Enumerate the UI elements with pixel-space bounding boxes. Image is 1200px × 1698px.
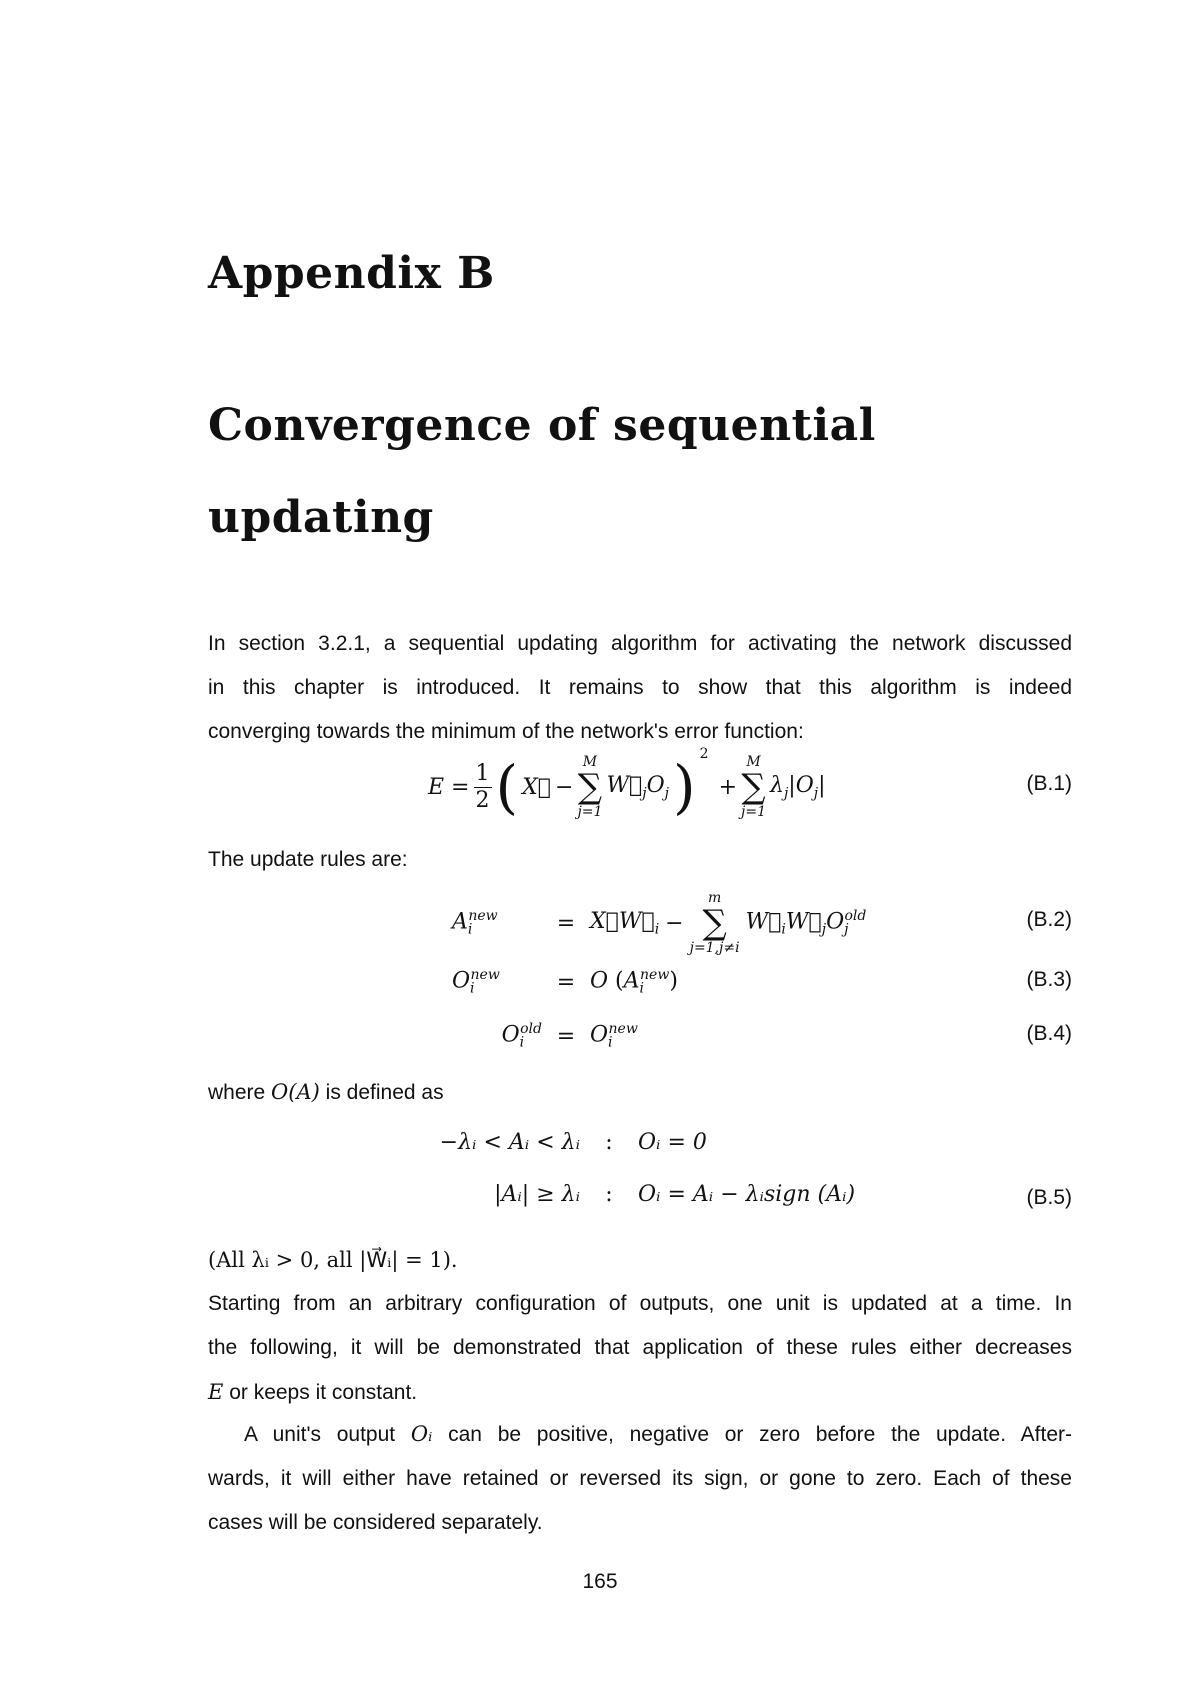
b2-term [746, 908, 867, 938]
b2-a: A [452, 909, 468, 935]
case1-colon: : [605, 1130, 613, 1155]
b1-sum-upper: M [582, 754, 598, 770]
b3-o-sup: new [470, 967, 500, 984]
b1-o-sub: j [664, 785, 669, 802]
equation-b1 [428, 742, 826, 832]
b1-sum2 [741, 754, 766, 820]
b4-o-sup: old [520, 1021, 542, 1038]
b4-o-r-sup: new [608, 1021, 638, 1038]
chapter-title [208, 380, 1108, 564]
chapter-title-line2: updating [208, 492, 434, 543]
appendix-label: Appendix B [208, 248, 495, 299]
b3-o-fn: O [590, 968, 609, 994]
equation-number-b1: (B.1) [1026, 772, 1072, 795]
b1-fraction [474, 761, 492, 814]
b1-left-paren: ( [495, 753, 519, 821]
where-text [208, 1070, 1072, 1115]
b4-o-r: O [590, 1022, 609, 1048]
b4-o-sub: i [519, 1034, 525, 1051]
intro-line: in this chapter is introduced. It remains to show that this algorithm is indeed [208, 676, 1072, 699]
b2-o-sup: old [844, 908, 867, 925]
b1-frac-den: 2 [475, 787, 490, 813]
b2-rhs-a [590, 909, 659, 937]
b3-rhs [590, 967, 678, 997]
b4-rhs [590, 1021, 638, 1051]
b1-abs-o: |O [788, 772, 814, 798]
b1-o: O [646, 772, 665, 798]
b2-a-sup: new [468, 908, 498, 925]
para2-line3-rest: or keeps it constant. [229, 1381, 418, 1404]
b1-minus: − [555, 774, 574, 800]
para2-line: Starting from an arbitrary configuration of outputs, one unit is updated at a time. In [208, 1292, 1072, 1315]
intro-line: In section 3.2.1, a sequential updating algorithm for activating the network discussed [208, 632, 1072, 655]
all-note-text: (All λᵢ > 0, all |W⃗ᵢ| = 1). [208, 1248, 458, 1272]
para2-line [208, 1370, 1072, 1415]
all-note [208, 1238, 1072, 1283]
b1-lambda-term [770, 773, 826, 801]
para3-line: wards, it will either have retained or reversed its sign, or gone to zero. Each of these [208, 1467, 1072, 1490]
b4-lhs [452, 1021, 542, 1051]
b3-open-paren: ( [615, 968, 624, 994]
sum-symbol: ∑ [702, 903, 727, 943]
para3-line: cases will be considered separately. [208, 1511, 543, 1534]
equation-b4 [452, 1016, 638, 1056]
b3-a-sup: new [640, 967, 670, 984]
b1-sum2-lower: j=1 [741, 804, 766, 820]
b1-w: W⃗ [606, 772, 643, 798]
b2-lhs [452, 908, 542, 938]
b1-right-paren: ) [673, 753, 696, 821]
b3-lhs [452, 967, 542, 997]
equation-number-b3: (B.3) [1026, 968, 1072, 991]
paragraph-3 [208, 1412, 1072, 1545]
b2-eq: = [556, 910, 576, 936]
b1-term [606, 773, 669, 801]
b4-eq: = [556, 1023, 576, 1049]
b3-o-sub: i [470, 980, 475, 997]
where-pre: where [208, 1081, 266, 1104]
b1-lambda: λ [769, 772, 784, 798]
b4-o: O [501, 1022, 520, 1048]
b1-w-sub: j [642, 785, 647, 802]
case2-condition: |Aᵢ| ≥ λᵢ [494, 1182, 580, 1207]
b1-frac-num: 1 [475, 760, 490, 786]
para3-line1-post: can be positive, negative or zero before the update. After- [448, 1423, 1073, 1446]
paragraph-2 [208, 1282, 1072, 1415]
b3-a: A [623, 968, 640, 994]
b1-sum2-upper: M [746, 754, 761, 770]
update-rules-line: The update rules are: [208, 848, 408, 871]
case1-condition: −λᵢ < Aᵢ < λᵢ [439, 1130, 580, 1155]
sum-symbol: ∑ [741, 767, 766, 807]
b2-xw: X⃗W⃗ [590, 908, 655, 934]
b2-sum-upper: m [707, 890, 722, 906]
b2-xw-sub: i [654, 921, 660, 938]
b3-eq: = [556, 969, 576, 995]
b1-lambda-sub: j [783, 785, 789, 802]
b2-wj: W⃗ [785, 909, 822, 935]
b2-o-sub: j [844, 921, 849, 938]
b2-wi: W⃗ [745, 909, 782, 935]
para3-math-o: Oᵢ [410, 1422, 433, 1446]
b2-minus: − [665, 910, 684, 936]
page-number: 165 [582, 1570, 618, 1593]
intro-line: converging towards the minimum of the network's error function: [208, 720, 804, 743]
intro-paragraph [208, 622, 1072, 754]
b3-a-sub: i [639, 980, 645, 997]
b2-sum-lower: j=1,j≠i [689, 940, 740, 956]
sum-symbol: ∑ [577, 767, 603, 807]
equation-b3 [452, 962, 678, 1002]
b1-abs-o-sub: j [813, 785, 819, 802]
b2-sum [690, 890, 740, 956]
equation-number-b4: (B.4) [1026, 1022, 1072, 1045]
b1-plus: + [718, 774, 737, 800]
b2-wj-sub: j [821, 921, 827, 938]
para3-line1-pre: A unit's output [244, 1423, 396, 1446]
b2-o: O [826, 909, 845, 935]
equation-number-b5: (B.5) [1026, 1186, 1072, 1209]
b1-sum-lower: j=1 [577, 804, 603, 820]
b4-o-r-sub: i [608, 1034, 613, 1051]
b1-sum [577, 754, 602, 820]
equation-b2 [452, 880, 866, 966]
b3-close-paren: ) [669, 968, 678, 994]
case2-colon: : [605, 1182, 613, 1207]
b2-a-sub: i [467, 921, 473, 938]
b1-lhs: E = [428, 774, 470, 800]
where-post: is defined as [325, 1081, 444, 1104]
cases-row-2 [390, 1182, 1110, 1207]
cases-row-1 [390, 1130, 1110, 1155]
para2-line: the following, it will be demonstrated that application of these rules either decreases [208, 1336, 1072, 1359]
b3-o: O [452, 968, 471, 994]
case1-result: Oᵢ = 0 [638, 1130, 707, 1155]
b1-abs-close: | [818, 772, 826, 798]
case2-result: Oᵢ = Aᵢ − λᵢsign (Aᵢ) [638, 1182, 856, 1207]
where-math: O(A) [271, 1080, 320, 1104]
para2-math-e: E [208, 1380, 224, 1404]
equation-number-b2: (B.2) [1026, 908, 1072, 931]
chapter-title-line1: Convergence of sequential [208, 400, 876, 451]
b2-wi-sub: i [781, 921, 786, 938]
para3-line [208, 1412, 1072, 1457]
update-rules-text [208, 838, 1072, 882]
b1-square: 2 [699, 746, 709, 762]
b1-x: X⃗ [522, 774, 552, 800]
